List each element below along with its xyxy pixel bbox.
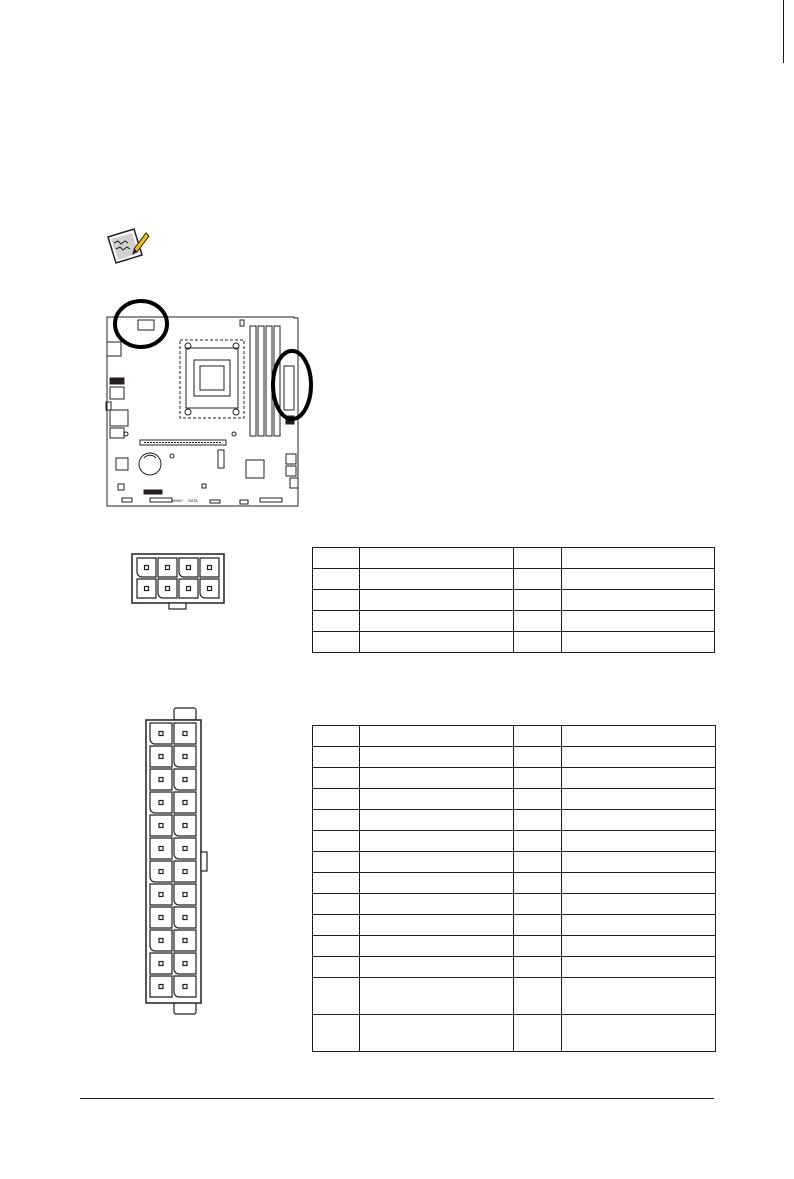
connector-pin-contact [159,939,163,943]
table-cell [360,569,514,590]
table-cell [313,768,360,789]
page-edge-line [783,0,784,63]
table-cell [562,747,716,768]
connector-pin-contact [159,985,163,989]
table-cell [360,768,514,789]
table-row [313,632,715,653]
table-cell [313,611,360,632]
table-cell [514,611,562,632]
table-cell [514,831,562,852]
table-cell [313,548,360,569]
table-row [313,894,716,915]
connector-pin-contact [183,801,187,805]
table-cell [514,810,562,831]
connector-pin-contact [183,916,187,920]
connector-pin-contact [159,732,163,736]
table-cell [514,768,562,789]
connector-pin-contact [159,893,163,897]
table-cell [514,873,562,894]
table-row [313,789,716,810]
table-cell [360,789,514,810]
table-cell [313,873,360,894]
table-row [313,852,716,873]
connector-pin-contact [159,824,163,828]
table-cell [514,978,562,1015]
table-cell [313,810,360,831]
table-row [313,936,716,957]
table-cell [514,726,562,747]
table-row [313,915,716,936]
table-row [313,569,715,590]
connector-pin-contact [183,732,187,736]
table-cell [562,852,716,873]
connector-pin-contact [159,801,163,805]
table-cell [514,1015,562,1052]
connector-pin-contact [159,755,163,759]
table-cell [360,915,514,936]
connector-pin-contact [208,587,212,591]
table-cell [562,873,716,894]
table-cell [360,726,514,747]
table-cell [562,915,716,936]
table-cell [313,936,360,957]
table-row [313,768,716,789]
table-row [313,548,715,569]
table-cell [562,726,716,747]
table-cell [313,978,360,1015]
pin-table-8pin [312,547,715,653]
table-cell [514,789,562,810]
table-cell [360,810,514,831]
table-cell [360,852,514,873]
table-cell [360,873,514,894]
footer-rule [80,1098,714,1099]
table-cell [360,590,514,611]
board-label-b: SATA [188,498,198,503]
connector-pin-contact [145,566,149,570]
table-cell [514,747,562,768]
table-cell [562,632,715,653]
pin-table-24pin [312,725,716,1052]
connector-pin-contact [208,566,212,570]
connector-pin-contact [159,778,163,782]
table-cell [562,894,716,915]
table-cell [562,957,716,978]
connector-pin-contact [145,587,149,591]
table-cell [514,548,562,569]
connector-8pin-diagram [131,553,227,611]
note-pencil-icon [104,225,150,267]
table-cell [562,831,716,852]
connector-pin-contact [183,962,187,966]
table-cell [562,611,715,632]
connector-pin-contact [183,847,187,851]
table-row [313,726,716,747]
table-cell [562,590,715,611]
table-cell [360,1015,514,1052]
table-cell [360,936,514,957]
table-cell [313,957,360,978]
table-row [313,611,715,632]
table-cell [313,831,360,852]
connector-pin-contact [166,587,170,591]
board-label-a: MB00 [172,498,183,503]
table-cell [562,1015,716,1052]
connector-pin-contact [159,962,163,966]
connector-pin-contact [183,778,187,782]
connector-pin-contact [159,870,163,874]
table-cell [313,726,360,747]
table-cell [562,936,716,957]
connector-pin-contact [183,985,187,989]
connector-pin-contact [187,566,191,570]
table-cell [514,569,562,590]
table-cell [514,915,562,936]
connector-pin-contact [183,824,187,828]
table-cell [313,590,360,611]
table-row [313,810,716,831]
connector-pin-contact [183,870,187,874]
connector-pin-contact [159,847,163,851]
table-cell [514,957,562,978]
table-cell [360,548,514,569]
table-row [313,747,716,768]
connector-24pin-diagram [143,707,211,1017]
motherboard-diagram [104,300,319,510]
table-cell [562,548,715,569]
connector-pin-contact [187,587,191,591]
table-cell [313,852,360,873]
table-cell [360,957,514,978]
connector-pin-contact [159,916,163,920]
table-cell [562,810,716,831]
table-row [313,831,716,852]
table-cell [313,569,360,590]
connector-pin-contact [183,755,187,759]
table-cell [562,768,716,789]
table-cell [313,747,360,768]
table-cell [360,978,514,1015]
connector-pin-contact [166,566,170,570]
table-cell [514,590,562,611]
connector-pin-contact [183,893,187,897]
table-row [313,978,716,1015]
table-cell [313,1015,360,1052]
table-cell [514,936,562,957]
table-cell [360,632,514,653]
table-cell [514,894,562,915]
table-cell [514,852,562,873]
table-row [313,590,715,611]
connector-pin-contact [183,939,187,943]
table-cell [360,894,514,915]
table-cell [360,747,514,768]
table-cell [562,789,716,810]
table-cell [313,894,360,915]
table-row [313,873,716,894]
table-cell [313,632,360,653]
table-cell [313,915,360,936]
table-cell [562,978,716,1015]
table-cell [562,569,715,590]
table-cell [360,611,514,632]
table-row [313,957,716,978]
table-row [313,1015,716,1052]
table-cell [313,789,360,810]
table-cell [514,632,562,653]
table-cell [360,831,514,852]
